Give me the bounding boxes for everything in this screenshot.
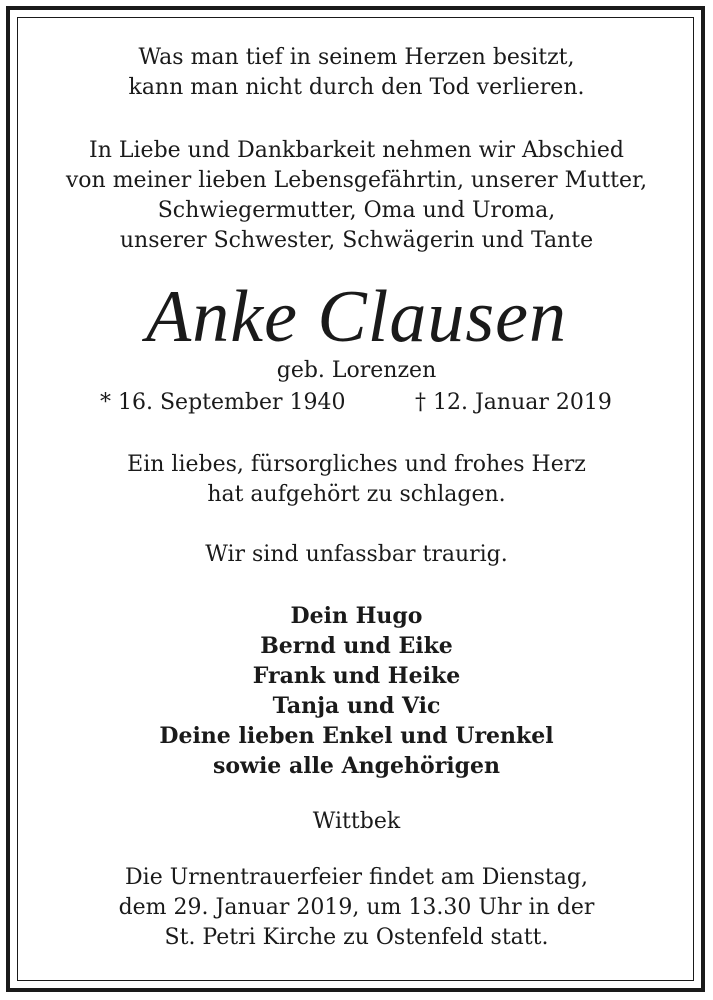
quote-line-2: kann man nicht durch den Tod verlieren. <box>128 75 585 100</box>
mourner-line: Frank und Heike <box>252 663 461 689</box>
mourner-line: Deine lieben Enkel und Urenkel <box>159 723 554 749</box>
intro-line-3: Schwiegermutter, Oma und Uroma, <box>157 198 556 223</box>
mourner-line: Dein Hugo <box>290 603 423 629</box>
tribute-line-2: hat aufgehört zu schlagen. <box>207 482 506 507</box>
mourner-line: Tanja und Vic <box>272 693 441 719</box>
intro-line-4: unserer Schwester, Schwägerin und Tante <box>119 228 594 253</box>
intro-line-1: In Liebe und Dankbarkeit nehmen wir Abschied <box>89 138 624 163</box>
quote-line-1: Was man tief in seinem Herzen besitzt, <box>138 45 575 70</box>
tribute-line-1: Ein liebes, fürsorgliches und frohes Herz <box>127 452 586 477</box>
maiden-name: geb. Lorenzen <box>276 358 437 383</box>
place-line: Wittbek <box>312 809 401 834</box>
mourner-line: Bernd und Eike <box>260 633 453 659</box>
ceremony-line-2: dem 29. Januar 2019, um 13.30 Uhr in der <box>118 895 595 920</box>
deceased-name: Anke Clausen <box>146 276 567 358</box>
intro-line-2: von meiner lieben Lebensgefährtin, unserer Mutter, <box>65 168 648 193</box>
birth-date: * 16. September 1940 <box>100 390 346 415</box>
death-date: † 12. Januar 2019 <box>415 390 612 415</box>
sorrow-line: Wir sind unfassbar traurig. <box>205 542 508 567</box>
mourner-line: sowie alle Angehörigen <box>212 753 501 779</box>
ceremony-line-3: St. Petri Kirche zu Ostenfeld statt. <box>164 925 549 950</box>
ceremony-line-1: Die Urnentrauerfeier findet am Dienstag, <box>125 865 588 890</box>
